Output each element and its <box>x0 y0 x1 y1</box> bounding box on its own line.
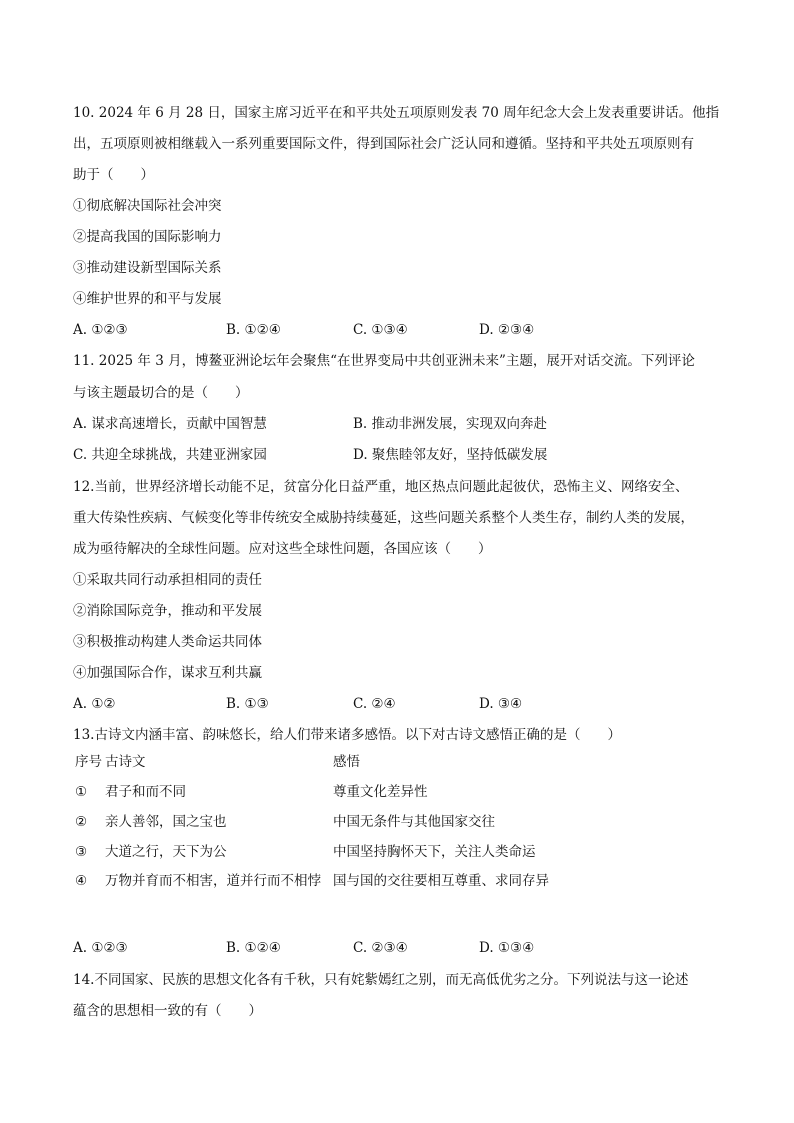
q13-row-4-poem: 万物并育而不相害，道并行而不相悖 <box>105 873 321 889</box>
q12-option-d: D. ③④ <box>479 696 523 712</box>
q10-item-3: ③推动建设新型国际关系 <box>73 260 222 276</box>
q11-option-d: D. 聚焦睦邻友好，坚持低碳发展 <box>353 447 548 463</box>
q13-option-d: D. ①③④ <box>479 940 535 956</box>
q13-row-1-poem: 君子和而不同 <box>105 784 186 800</box>
q13-header-poem: 古诗文 <box>105 754 146 770</box>
q12-options <box>73 694 733 714</box>
table-row <box>73 871 733 891</box>
q13-row-2-insight: 中国无条件与其他国家交往 <box>333 814 495 830</box>
q13-options <box>73 938 733 958</box>
table-row <box>73 812 733 832</box>
q10-option-c: C. ①③④ <box>353 322 408 338</box>
q12-stem-line-1: 12.当前，世界经济增长动能不足，贫富分化日益严重，地区热点问题此起彼伏，恐怖主义、网络安全、 <box>73 479 689 495</box>
q13-stem-line-1: 13.古诗文内涵丰富、韵味悠长，给人们带来诸多感悟。以下对古诗文感悟正确的是（ ） <box>73 727 621 743</box>
q13-row-3-number: ③ <box>75 844 88 860</box>
q13-row-1-number: ① <box>75 784 88 800</box>
q11-option-b: B. 推动非洲发展，实现双向奔赴 <box>353 416 548 432</box>
q10-item-2: ②提高我国的国际影响力 <box>73 229 222 245</box>
q13-header-insight: 感悟 <box>333 754 360 770</box>
q13-table-header <box>73 752 733 772</box>
q11-option-c: C. 共迎全球挑战，共建亚洲家园 <box>73 447 267 463</box>
q10-stem-line-2: 出，五项原则被相继载入一系列重要国际文件，得到国际社会广泛认同和遵循。坚持和平共处五项原则有 <box>73 136 694 152</box>
q11-stem-line-1: 11. 2025 年 3 月，博鳌亚洲论坛年会聚焦“在世界变局中共创亚洲未来”主题，展开对话交流。下列评论 <box>73 353 695 369</box>
q13-row-3-poem: 大道之行，天下为公 <box>105 844 227 860</box>
q13-row-2-poem: 亲人善邻，国之宝也 <box>105 814 227 830</box>
table-row <box>73 842 733 862</box>
q12-stem-line-3: 成为亟待解决的全球性问题。应对这些全球性问题，各国应该（ ） <box>73 541 492 557</box>
q12-stem-line-2: 重大传染性疾病、气候变化等非传统安全威胁持续蔓延，这些问题关系整个人类生存，制约人类的发展， <box>73 510 694 526</box>
q10-option-b: B. ①②④ <box>226 322 281 338</box>
q13-row-3-insight: 中国坚持胸怀天下，关注人类命运 <box>333 844 536 860</box>
table-row <box>73 782 733 802</box>
q13-option-b: B. ①②④ <box>226 940 281 956</box>
q10-item-1: ①彻底解决国际社会冲突 <box>73 198 222 214</box>
q10-option-d: D. ②③④ <box>479 322 535 338</box>
q10-stem-line-3: 助于（ ） <box>73 167 154 183</box>
q12-option-c: C. ②④ <box>353 696 396 712</box>
q11-options-row-1 <box>73 414 733 434</box>
q11-options-row-2 <box>73 445 733 465</box>
q13-option-a: A. ①②③ <box>73 940 128 956</box>
q12-item-4: ④加强国际合作，谋求互利共赢 <box>73 665 262 681</box>
q13-row-2-number: ② <box>75 814 88 830</box>
q10-option-a: A. ①②③ <box>73 322 128 338</box>
q12-item-3: ③积极推动构建人类命运共同体 <box>73 634 262 650</box>
q11-stem-line-2: 与该主题最切合的是（ ） <box>73 385 249 401</box>
q11-option-a: A. 谋求高速增长，贡献中国智慧 <box>73 416 267 432</box>
q13-row-4-insight: 国与国的交往要相互尊重、求同存异 <box>333 873 549 889</box>
q10-item-4: ④维护世界的和平与发展 <box>73 291 222 307</box>
q12-item-1: ①采取共同行动承担相同的责任 <box>73 572 262 588</box>
q14-stem-line-1: 14.不同国家、民族的思想文化各有千秋，只有姹紫嫣红之别，而无高低优劣之分。下列说法与这一论述 <box>73 972 689 988</box>
q13-option-c: C. ②③④ <box>353 940 408 956</box>
q10-options <box>73 320 733 340</box>
q14-stem-line-2: 蕴含的思想相一致的有（ ） <box>73 1003 262 1019</box>
q13-row-4-number: ④ <box>75 873 88 889</box>
q12-option-b: B. ①③ <box>226 696 269 712</box>
q13-header-number: 序号 <box>75 754 102 770</box>
q12-option-a: A. ①② <box>73 696 116 712</box>
q10-stem-line-1: 10. 2024 年 6 月 28 日，国家主席习近平在和平共处五项原则发表 70 周年纪念大会上发表重要讲话。他指 <box>73 105 720 121</box>
q12-item-2: ②消除国际竞争，推动和平发展 <box>73 603 262 619</box>
q13-row-1-insight: 尊重文化差异性 <box>333 784 428 800</box>
